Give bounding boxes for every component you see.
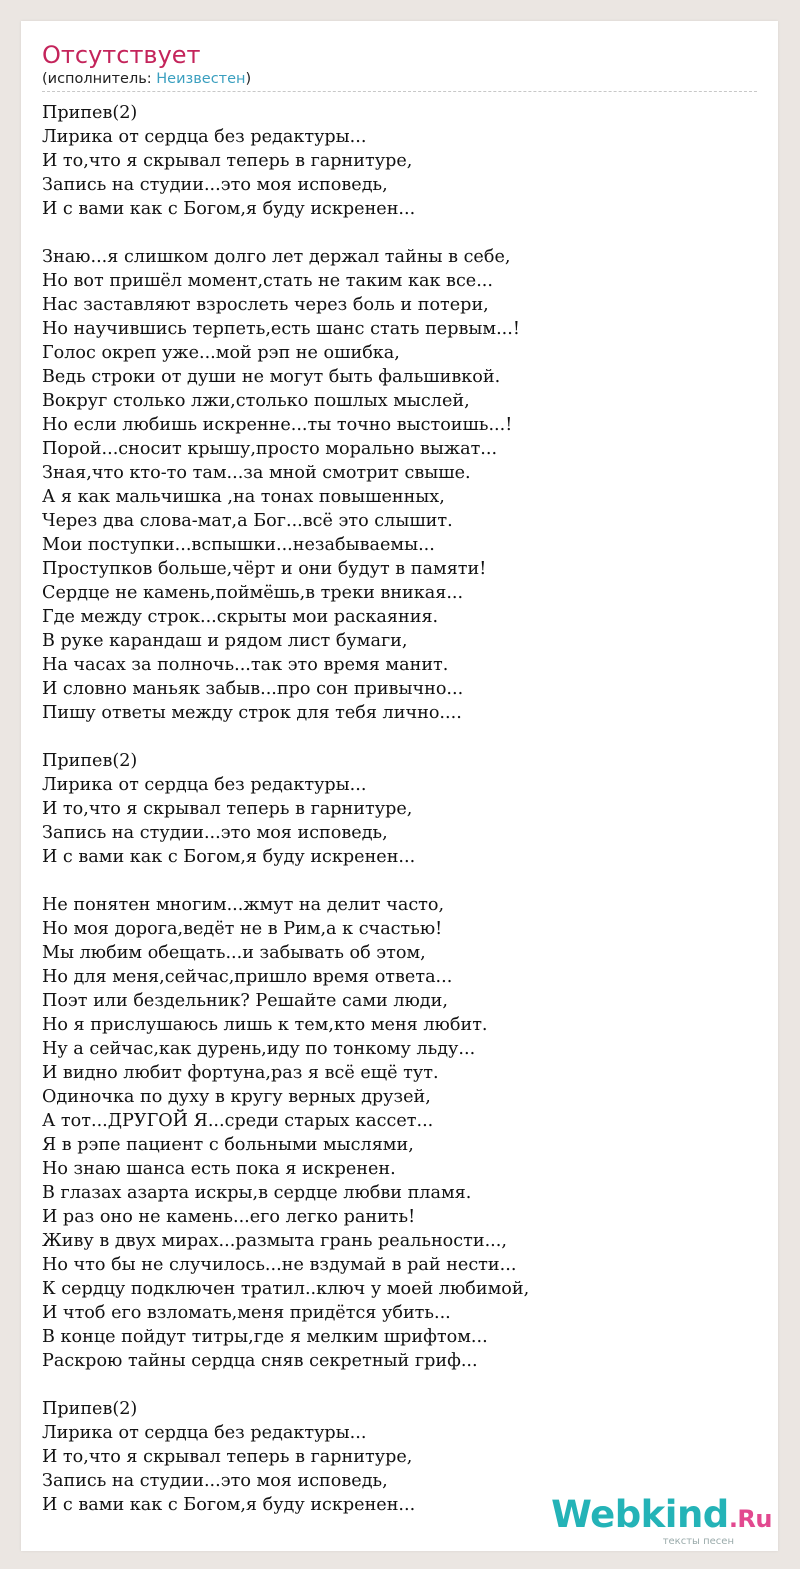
- lyric-line: Но для меня,сейчас,пришло время ответа...: [42, 967, 453, 987]
- stanza-gap: [42, 1373, 529, 1397]
- lyric-line: А я как мальчишка ,на тонах повышенных,: [42, 487, 445, 507]
- lyric-line: Но знаю шанса есть пока я искренен.: [42, 1159, 396, 1179]
- performer-line: [42, 71, 251, 87]
- lyric-line: Голос окреп уже...мой рэп не ошибка,: [42, 343, 400, 363]
- lyric-line: Живу в двух мирах...размыта грань реальности...,: [42, 1231, 507, 1251]
- lyric-line: Лирика от сердца без редактуры...: [42, 127, 367, 147]
- lyric-line: Мои поступки...вспышки...незабываемы...: [42, 535, 435, 555]
- lyric-line: Одиночка по духу в кругу верных друзей,: [42, 1087, 431, 1107]
- lyric-line: Знаю...я слишком долго лет держал тайны в себе,: [42, 247, 511, 267]
- lyric-line: Мы любим обещать...и забывать об этом,: [42, 943, 426, 963]
- lyric-line: Запись на студии...это моя исповедь,: [42, 823, 388, 843]
- lyric-line: Но я прислушаюсь лишь к тем,кто меня любит.: [42, 1015, 488, 1035]
- lyric-line: Но вот пришёл момент,стать не таким как все...: [42, 271, 493, 291]
- site-logo[interactable]: [551, 1493, 772, 1547]
- lyrics-card: [21, 21, 778, 1551]
- lyric-line: На часах за полночь...так это время манит.: [42, 655, 449, 675]
- lyric-line: Пишу ответы между строк для тебя лично....: [42, 703, 462, 723]
- lyric-line: Нас заставляют взрослеть через боль и потери,: [42, 295, 489, 315]
- lyric-line: Припев(2): [42, 103, 138, 123]
- stanza-gap: [42, 221, 529, 245]
- lyric-line: Но моя дорога,ведёт не в Рим,а к счастью!: [42, 919, 443, 939]
- performer-link[interactable]: Неизвестен: [156, 71, 246, 87]
- performer-suffix: ): [245, 71, 252, 87]
- logo-tld: .Ru: [728, 1505, 772, 1533]
- lyric-line: Ну а сейчас,как дурень,иду по тонкому льду...: [42, 1039, 476, 1059]
- title-divider: [42, 91, 757, 92]
- lyric-line: И то,что я скрывал теперь в гарнитуре,: [42, 151, 413, 171]
- lyric-line: Ведь строки от души не могут быть фальшивкой.: [42, 367, 501, 387]
- lyric-line: В руке карандаш и рядом лист бумаги,: [42, 631, 408, 651]
- performer-prefix: (исполнитель:: [42, 71, 157, 87]
- lyric-line: Не понятен многим...жмут на делит часто,: [42, 895, 445, 915]
- lyric-line: И то,что я скрывал теперь в гарнитуре,: [42, 1447, 413, 1467]
- logo-wordmark: [551, 1493, 772, 1538]
- lyric-line: Лирика от сердца без редактуры...: [42, 1423, 367, 1443]
- lyrics-text: [42, 101, 529, 1517]
- lyric-line: Зная,что кто-то там...за мной смотрит свыше.: [42, 463, 471, 483]
- lyric-line: И чтоб его взломать,меня придётся убить...: [42, 1303, 451, 1323]
- lyric-line: К сердцу подключен тратил..ключ у моей любимой,: [42, 1279, 530, 1299]
- lyric-line: И с вами как с Богом,я буду искренен...: [42, 847, 416, 867]
- lyric-line: И то,что я скрывал теперь в гарнитуре,: [42, 799, 413, 819]
- lyric-line: Но научившись терпеть,есть шанс стать первым...!: [42, 319, 520, 339]
- logo-tagline: тексты песен: [662, 1536, 734, 1547]
- song-title: Отсутствует: [42, 41, 201, 69]
- lyric-line: Но что бы не случилось...не вздумай в рай нести...: [42, 1255, 517, 1275]
- lyric-line: И видно любит фортуна,раз я всё ещё тут.: [42, 1063, 439, 1083]
- lyric-line: Поэт или бездельник? Решайте сами люди,: [42, 991, 448, 1011]
- lyric-line: Я в рэпе пациент с больными мыслями,: [42, 1135, 414, 1155]
- lyric-line: Припев(2): [42, 1399, 138, 1419]
- lyric-line: Сердце не камень,поймёшь,в треки вникая...: [42, 583, 464, 603]
- lyric-line: И раз оно не камень...его легко ранить!: [42, 1207, 416, 1227]
- lyric-line: Порой...сносит крышу,просто морально выжат...: [42, 439, 498, 459]
- lyric-line: Но если любишь искренне...ты точно выстоишь...!: [42, 415, 513, 435]
- lyric-line: И с вами как с Богом,я буду искренен...: [42, 1495, 416, 1515]
- lyric-line: В конце пойдут титры,где я мелким шрифтом...: [42, 1327, 488, 1347]
- lyric-line: Припев(2): [42, 751, 138, 771]
- logo-name: Webkind: [551, 1493, 729, 1536]
- lyric-line: И с вами как с Богом,я буду искренен...: [42, 199, 416, 219]
- lyric-line: И словно маньяк забыв...про сон привычно...: [42, 679, 464, 699]
- stanza-gap: [42, 869, 529, 893]
- lyric-line: Запись на студии...это моя исповедь,: [42, 175, 388, 195]
- lyric-line: Лирика от сердца без редактуры...: [42, 775, 367, 795]
- lyric-line: Вокруг столько лжи,столько пошлых мыслей,: [42, 391, 470, 411]
- lyric-line: В глазах азарта искры,в сердце любви пламя.: [42, 1183, 472, 1203]
- lyric-line: Запись на студии...это моя исповедь,: [42, 1471, 388, 1491]
- lyric-line: Через два слова-мат,а Бог...всё это слышит.: [42, 511, 453, 531]
- lyric-line: Раскрою тайны сердца сняв секретный гриф...: [42, 1351, 478, 1371]
- lyric-line: А тот...ДРУГОЙ Я...среди старых кассет...: [42, 1111, 434, 1131]
- lyric-line: Где между строк...скрыты мои раскаяния.: [42, 607, 439, 627]
- stanza-gap: [42, 725, 529, 749]
- lyric-line: Проступков больше,чёрт и они будут в памяти!: [42, 559, 487, 579]
